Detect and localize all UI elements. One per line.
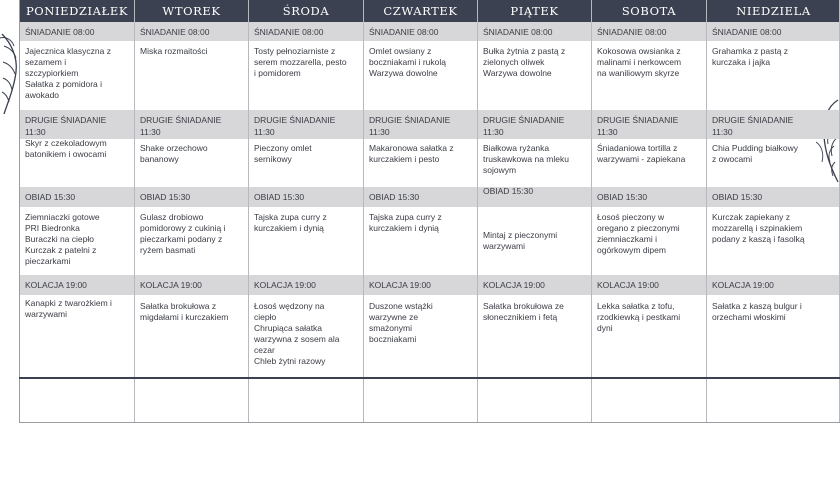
meal-description-line: kurczaka i jajka — [712, 57, 771, 67]
meal-time-label — [483, 115, 564, 137]
meal-description-line: z owocami — [712, 154, 753, 164]
meal-description-line: warzywami — [483, 241, 526, 251]
meal-description-line: zielonych oliwek — [483, 57, 545, 67]
meal-description — [597, 212, 703, 256]
meal-description-line: Buraczki na ciepło — [25, 234, 94, 244]
meal-description — [25, 212, 131, 267]
day-header: CZWARTEK — [364, 0, 477, 22]
table-bottom-rule — [19, 377, 840, 379]
meal-description-line: pomidorowy z cukinią i — [140, 223, 226, 233]
meal-time-label — [254, 115, 335, 137]
meal-time-label-hour: 11:30 — [25, 127, 46, 137]
meal-time-label — [369, 27, 438, 37]
meal-time-label — [712, 27, 781, 37]
meal-description-line: Warzywa dowolne — [483, 68, 552, 78]
meal-description — [483, 46, 588, 79]
meal-time-label — [140, 280, 202, 290]
meal-description-line: Kurczak zapiekany z — [712, 212, 790, 222]
meal-description-line: Makaronowa sałatka z — [369, 143, 454, 153]
meal-time-label-line: KOLACJA 19:00 — [254, 280, 316, 290]
meal-time-label — [597, 115, 678, 137]
meal-description-line: warzywami - zapiekana — [597, 154, 686, 164]
meal-description-line: oregano z pieczonymi — [597, 223, 680, 233]
meal-description-line: boczniakami i rukolą — [369, 57, 447, 67]
meal-time-label-hour: 11:30 — [254, 127, 275, 137]
meal-description-line: sojowym — [483, 165, 517, 175]
meal-time-label-line: KOLACJA 19:00 — [712, 280, 774, 290]
meal-time-label — [254, 280, 316, 290]
meal-time-label-line: OBIAD 15:30 — [483, 186, 534, 196]
meal-time-label-line: ŚNIADANIE 08:00 — [712, 27, 782, 37]
meal-time-label — [712, 280, 774, 290]
meal-time-label-line: ŚNIADANIE 08:00 — [597, 27, 667, 37]
meal-description-line: Duszone wstążki — [369, 301, 433, 311]
meal-description-line: pieczarkami podany z — [140, 234, 223, 244]
meal-description-line: kurczakiem i dynią — [369, 223, 439, 233]
meal-description-line: Kokosowa owsianka z — [597, 46, 681, 56]
meal-description-line: truskawkowa na mleku — [483, 154, 569, 164]
day-column — [363, 0, 477, 423]
meal-description — [483, 143, 588, 176]
meal-description-line: Jajecznica klasyczna z — [25, 46, 111, 56]
meal-description-line: Lekka sałatka z tofu, — [597, 301, 675, 311]
meal-description-line: Omlet owsiany z — [369, 46, 432, 56]
meal-time-label-line: ŚNIADANIE 08:00 — [369, 27, 439, 37]
meal-description-line: warzywami — [25, 309, 68, 319]
meal-description-line: ciepło — [254, 312, 277, 322]
meal-description-line: Kanapki z twarożkiem i — [25, 298, 112, 308]
meal-time-label-line: OBIAD 15:30 — [25, 192, 76, 202]
meal-description-line: Warzywa dowolne — [369, 68, 438, 78]
meal-time-label — [25, 280, 87, 290]
meal-description-line: batonikiem i owocami — [25, 149, 107, 159]
meal-time-label-line: ŚNIADANIE 08:00 — [254, 27, 324, 37]
meal-time-label — [369, 280, 431, 290]
day-column — [706, 0, 840, 423]
day-header: NIEDZIELA — [707, 0, 840, 22]
meal-description-line: malinami i nerkowcem — [597, 57, 682, 67]
meal-description-line: ogórkowym dipem — [597, 245, 666, 255]
meal-description-line: smażonymi — [369, 323, 412, 333]
meal-description — [483, 301, 588, 323]
meal-description — [597, 301, 703, 334]
meal-description-line: warzywne ze — [369, 312, 419, 322]
meal-description — [369, 212, 474, 234]
meal-description-line: PRI Biedronka — [25, 223, 80, 233]
meal-time-label-hour: 11:30 — [369, 127, 390, 137]
meal-description — [140, 143, 245, 165]
meal-description-line: Gulasz drobiowo — [140, 212, 204, 222]
meal-time-label-line: DRUGIE ŚNIADANIE — [140, 115, 222, 125]
meal-time-label — [140, 27, 209, 37]
meal-time-label-line: OBIAD 15:30 — [140, 192, 191, 202]
meal-description-line: Śniadaniowa tortilla z — [597, 143, 678, 153]
meal-time-label — [25, 27, 94, 37]
meal-description-line: Sałatka brokułowa ze — [483, 301, 564, 311]
day-column — [134, 0, 248, 423]
meal-description-line: Sałatka brokułowa z — [140, 301, 217, 311]
meal-time-label-line: KOLACJA 19:00 — [369, 280, 431, 290]
meal-time-label-hour: 11:30 — [140, 127, 161, 137]
meal-description-line: orzechami włoskimi — [712, 312, 786, 322]
meal-time-label — [712, 115, 793, 137]
weekly-meal-planner — [19, 0, 840, 423]
meal-time-label-hour: 11:30 — [597, 127, 618, 137]
meal-description — [712, 301, 837, 323]
meal-description-line: ziemniaczkami i — [597, 234, 657, 244]
meal-time-label-line: OBIAD 15:30 — [597, 192, 648, 202]
meal-description-line: Chrupiąca sałatka — [254, 323, 323, 333]
meal-time-label-line: ŚNIADANIE 08:00 — [25, 27, 95, 37]
meal-description-line: sernikowy — [254, 154, 292, 164]
meal-description-line: Shake orzechowo — [140, 143, 208, 153]
meal-time-label — [25, 192, 75, 202]
day-header: WTOREK — [135, 0, 248, 22]
meal-time-label-line: KOLACJA 19:00 — [483, 280, 545, 290]
meal-description-line: słonecznikiem i fetą — [483, 312, 558, 322]
meal-description — [597, 46, 703, 79]
meal-time-label — [483, 280, 545, 290]
table-base-rule — [19, 422, 840, 423]
meal-time-label-line: OBIAD 15:30 — [254, 192, 305, 202]
meal-description — [712, 143, 837, 165]
meal-description-line: i pomidorem — [254, 68, 301, 78]
meal-description — [25, 138, 131, 160]
day-column — [248, 0, 363, 423]
meal-time-label-line: KOLACJA 19:00 — [25, 280, 87, 290]
meal-description-line: Sałatka z kaszą bulgur i — [712, 301, 802, 311]
meal-time-label-line: OBIAD 15:30 — [369, 192, 420, 202]
meal-time-label — [597, 192, 647, 202]
meal-description-line: awokado — [25, 90, 60, 100]
meal-time-label-line: DRUGIE ŚNIADANIE — [483, 115, 565, 125]
day-header: PIĄTEK — [478, 0, 591, 22]
meal-time-label-line: KOLACJA 19:00 — [140, 280, 202, 290]
meal-description-line: Sałatka z pomidora i — [25, 79, 103, 89]
meal-time-label-line: KOLACJA 19:00 — [597, 280, 659, 290]
meal-description-line: rzodkiewką i pestkami — [597, 312, 681, 322]
meal-description — [254, 212, 360, 234]
meal-description-line: boczniakami — [369, 334, 417, 344]
meal-description-line: Ziemniaczki gotowe — [25, 212, 100, 222]
meal-description — [597, 143, 703, 165]
meal-time-label-line: OBIAD 15:30 — [712, 192, 763, 202]
meal-time-label — [369, 192, 419, 202]
meal-description-line: mozzarellą i szpinakiem — [712, 223, 803, 233]
meal-time-label — [254, 27, 323, 37]
meal-description — [254, 301, 360, 367]
meal-description — [140, 301, 245, 323]
meal-description — [140, 212, 245, 256]
meal-description-line: Miska rozmaitości — [140, 46, 208, 56]
meal-description-line: cezar — [254, 345, 275, 355]
meal-description — [369, 143, 474, 165]
meal-description — [25, 298, 131, 320]
meal-time-label-hour: 11:30 — [483, 127, 504, 137]
meal-description-line: na waniliowym skyrze — [597, 68, 680, 78]
day-header: PONIEDZIAŁEK — [20, 0, 134, 22]
meal-time-label — [597, 27, 666, 37]
meal-description-line: Skyr z czekoladowym — [25, 138, 107, 148]
meal-description-line: Tosty pełnoziarniste z — [254, 46, 336, 56]
meal-time-label — [369, 115, 450, 137]
meal-description-line: Mintaj z pieczonymi — [483, 230, 558, 240]
meal-description-line: Łosoś wędzony na — [254, 301, 325, 311]
meal-description-line: kurczakiem i dynią — [254, 223, 324, 233]
meal-description-line: Kurczak z patelni z — [25, 245, 97, 255]
meal-description — [483, 230, 588, 252]
meal-description — [369, 301, 474, 345]
meal-description-line: bananowy — [140, 154, 179, 164]
meal-time-label — [25, 115, 106, 137]
meal-description — [254, 143, 360, 165]
meal-description-line: Chia Pudding białkowy — [712, 143, 798, 153]
meal-description-line: pieczarkami — [25, 256, 71, 266]
meal-description-line: szczypiorkiem — [25, 68, 79, 78]
meal-time-label-line: DRUGIE ŚNIADANIE — [25, 115, 107, 125]
meal-description-line: Łosoś pieczony w — [597, 212, 665, 222]
meal-description-line: kurczakiem i pesto — [369, 154, 440, 164]
meal-description — [140, 46, 245, 57]
meal-description-line: dyni — [597, 323, 613, 333]
meal-time-label — [712, 192, 762, 202]
meal-description-line: Tajska zupa curry z — [254, 212, 327, 222]
meal-description-line: sezamem i — [25, 57, 67, 67]
meal-time-label-line: DRUGIE ŚNIADANIE — [597, 115, 679, 125]
day-column — [591, 0, 706, 423]
meal-description — [254, 46, 360, 79]
meal-description-line: Bułka żytnia z pastą z — [483, 46, 566, 56]
meal-description-line: serem mozzarella, pesto — [254, 57, 347, 67]
meal-time-label-line: ŚNIADANIE 08:00 — [140, 27, 210, 37]
meal-description-line: Tajska zupa curry z — [369, 212, 442, 222]
day-column — [477, 0, 591, 423]
meal-description-line: Chleb żytni razowy — [254, 356, 326, 366]
meal-time-label — [483, 186, 533, 196]
day-column — [19, 0, 134, 423]
meal-description-line: migdałami i kurczakiem — [140, 312, 229, 322]
meal-time-label-line: ŚNIADANIE 08:00 — [483, 27, 553, 37]
meal-description-line: ryżem basmati — [140, 245, 196, 255]
meal-time-label — [483, 27, 552, 37]
meal-description-line: Grahamka z pastą z — [712, 46, 789, 56]
meal-time-label-line: DRUGIE ŚNIADANIE — [369, 115, 451, 125]
day-header: SOBOTA — [592, 0, 706, 22]
meal-time-label — [140, 192, 190, 202]
meal-time-label — [254, 192, 304, 202]
day-header: ŚRODA — [249, 0, 363, 22]
meal-description-line: podany z kaszą i fasolką — [712, 234, 805, 244]
meal-time-label-line: DRUGIE ŚNIADANIE — [712, 115, 794, 125]
meal-time-label — [140, 115, 221, 137]
meal-time-label-hour: 11:30 — [712, 127, 733, 137]
meal-description-line: Białkowa ryżanka — [483, 143, 550, 153]
meal-description — [712, 212, 837, 245]
meal-description — [25, 46, 131, 101]
meal-description — [712, 46, 837, 68]
meal-description — [369, 46, 474, 79]
meal-description-line: warzywna z sosem ala — [254, 334, 340, 344]
meal-description-line: Pieczony omlet — [254, 143, 312, 153]
meal-time-label — [597, 280, 659, 290]
meal-time-label-line: DRUGIE ŚNIADANIE — [254, 115, 336, 125]
